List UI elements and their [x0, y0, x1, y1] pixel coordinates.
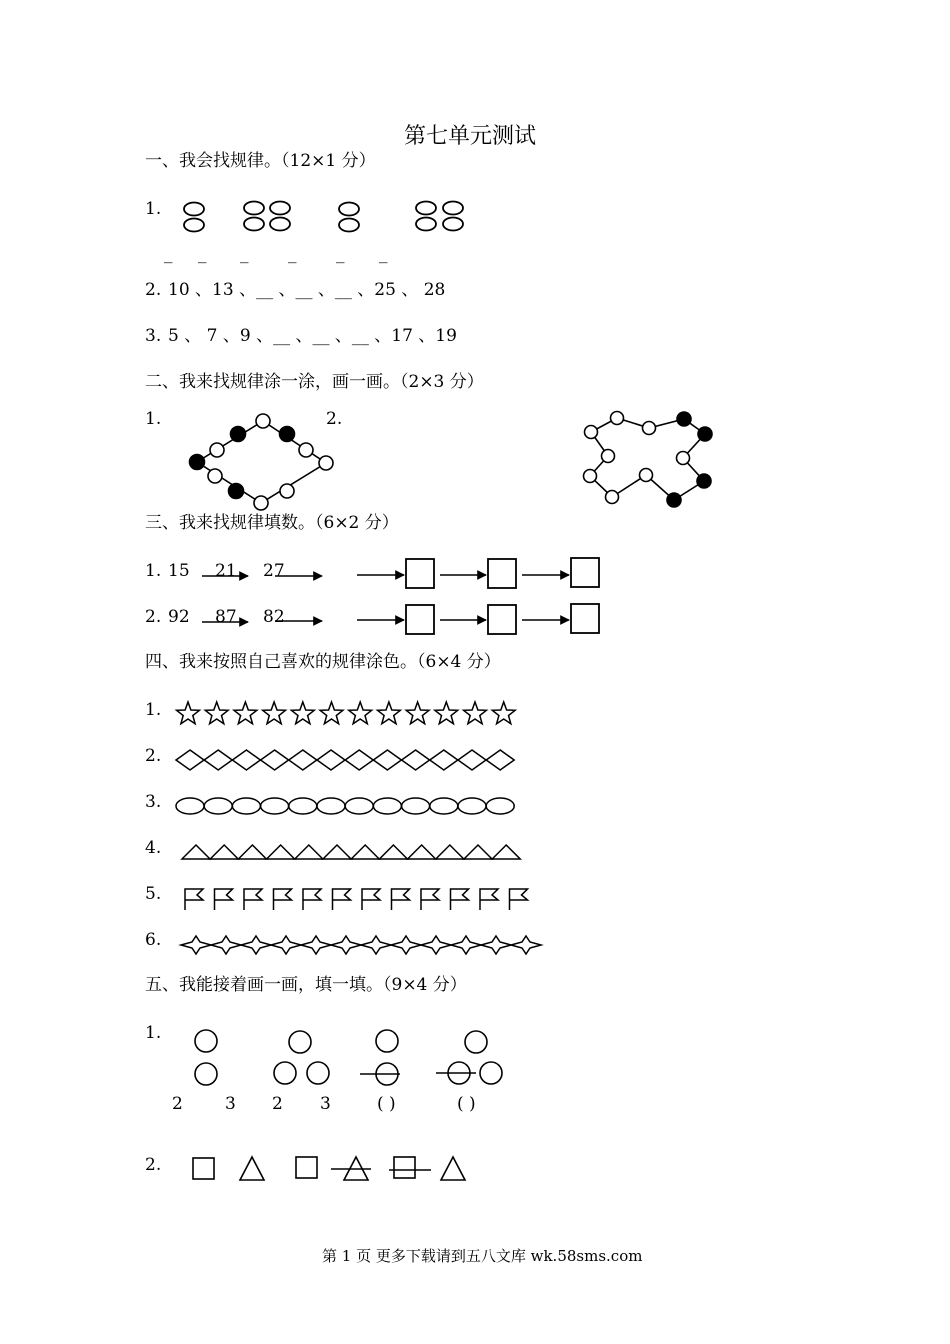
s3-q2-number: 2. [145, 607, 162, 627]
square-icon [193, 1158, 214, 1179]
triangle-icon[interactable] [379, 845, 407, 859]
star-icon[interactable] [205, 702, 228, 724]
black-bead [229, 484, 244, 499]
answer-box[interactable] [488, 605, 516, 634]
black-bead [254, 496, 268, 510]
s5-q1-label: 2 [172, 1094, 183, 1114]
oval-icon [244, 218, 264, 231]
s5-q1-answer-blank[interactable]: ( ) [457, 1094, 476, 1114]
star-icon[interactable] [263, 702, 286, 724]
ellipse-icon[interactable] [289, 798, 317, 814]
s3-q1-value: 27 [263, 561, 285, 581]
ellipse-icon[interactable] [232, 798, 260, 814]
s1-q2-sequence[interactable]: 10 、13 、__ 、__ 、__ 、25 、 28 [168, 280, 446, 300]
answer-box[interactable] [571, 558, 599, 587]
s5-q1-number: 1. [145, 1023, 162, 1043]
s2-q2-number: 2. [326, 409, 343, 429]
oval-icon [443, 202, 463, 215]
four-point-star-icon[interactable] [181, 936, 211, 954]
triangle-icon[interactable] [408, 845, 436, 859]
four-point-star-icon[interactable] [331, 936, 361, 954]
diamond-icon[interactable] [289, 750, 317, 770]
oval-icon [416, 202, 436, 215]
triangle-icon[interactable] [351, 845, 379, 859]
star-icon[interactable] [464, 702, 487, 724]
ellipse-icon[interactable] [373, 798, 401, 814]
triangle-icon[interactable] [267, 845, 295, 859]
ellipse-icon[interactable] [317, 798, 345, 814]
ellipse-icon[interactable] [261, 798, 289, 814]
black-bead [280, 484, 294, 498]
s3-q1-chain [202, 558, 599, 588]
ellipse-icon[interactable] [345, 798, 373, 814]
bead [667, 493, 681, 507]
s4-row-number: 3. [145, 792, 162, 812]
black-bead [280, 427, 295, 442]
four-point-star-icon[interactable] [211, 936, 241, 954]
s3-q2-value: 82 [263, 607, 285, 627]
ellipse-icon[interactable] [430, 798, 458, 814]
answer-box[interactable] [406, 605, 434, 634]
black-bead [210, 443, 224, 457]
s1-q1-number: 1. [145, 199, 162, 219]
diamond-icon[interactable] [373, 750, 401, 770]
diamond-icon[interactable] [176, 750, 204, 770]
triangle-icon[interactable] [492, 845, 520, 859]
flag-icon[interactable] [392, 889, 410, 910]
triangle-icon[interactable] [238, 845, 266, 859]
star-icon[interactable] [177, 702, 200, 724]
diamond-icon[interactable] [232, 750, 260, 770]
four-point-star-icon[interactable] [241, 936, 271, 954]
star-icon[interactable] [406, 702, 429, 724]
diamond-icon[interactable] [458, 750, 486, 770]
s5-q1-answer-blank[interactable]: ( ) [377, 1094, 396, 1114]
bead [640, 469, 653, 482]
black-bead [208, 469, 222, 483]
triangle-icon[interactable] [295, 845, 323, 859]
s3-q1-value: 21 [215, 561, 237, 581]
bead [643, 422, 656, 435]
triangle-icon[interactable] [436, 845, 464, 859]
triangle-icon[interactable] [323, 845, 351, 859]
star-icon[interactable] [349, 702, 372, 724]
section1-heading: 一、我会找规律。（12×1 分） [145, 151, 376, 171]
bead [602, 450, 615, 463]
section4-heading: 四、我来按照自己喜欢的规律涂色。（6×4 分） [145, 652, 501, 672]
star-icon[interactable] [435, 702, 458, 724]
s4-shape-rows [176, 702, 541, 954]
s4-row-number: 2. [145, 746, 162, 766]
black-bead [190, 455, 205, 470]
s2-q1-number: 1. [145, 409, 162, 429]
s5-q2-number: 2. [145, 1155, 162, 1175]
bead [585, 426, 598, 439]
flag-icon[interactable] [362, 889, 380, 910]
s1-q3-sequence[interactable]: 5 、 7 、9 、__ 、__ 、__ 、17 、19 [168, 326, 457, 346]
diamond-icon[interactable] [486, 750, 514, 770]
ellipse-icon[interactable] [402, 798, 430, 814]
diamond-icon[interactable] [317, 750, 345, 770]
flag-icon[interactable] [185, 889, 203, 910]
bead [584, 470, 597, 483]
answer-box[interactable] [488, 559, 516, 588]
s1-q2-number: 2. [145, 280, 162, 300]
s1-q1-blank[interactable]: _ [336, 244, 345, 264]
flag-icon[interactable] [421, 889, 439, 910]
four-point-star-icon[interactable] [481, 936, 511, 954]
flag-icon[interactable] [215, 889, 233, 910]
s4-row-number: 1. [145, 700, 162, 720]
s1-q3-number: 3. [145, 326, 162, 346]
s1-oval-group-2 [244, 202, 290, 231]
triangle-icon [240, 1157, 264, 1180]
s3-q2-value: 87 [215, 607, 237, 627]
bead [677, 452, 690, 465]
flag-icon[interactable] [480, 889, 498, 910]
s1-q1-blank[interactable]: _ [379, 244, 388, 264]
oval-icon [270, 202, 290, 215]
triangle-icon[interactable] [464, 845, 492, 859]
oval-icon [244, 202, 264, 215]
circle-icon [195, 1063, 217, 1085]
s4-row-number: 6. [145, 930, 162, 950]
s3-q2-value: 92 [168, 607, 190, 627]
oval-icon [416, 218, 436, 231]
s1-q1-blank[interactable]: _ [288, 244, 297, 264]
flag-icon[interactable] [510, 889, 528, 910]
flag-icon[interactable] [333, 889, 351, 910]
section3-heading: 三、我来找规律填数。（6×2 分） [145, 513, 399, 533]
four-point-star-icon[interactable] [451, 936, 481, 954]
s4-row-number: 4. [145, 838, 162, 858]
star-icon[interactable] [291, 702, 314, 724]
s2-bead-loop [584, 412, 713, 508]
circle-icon [274, 1062, 296, 1084]
answer-box[interactable] [571, 604, 599, 633]
oval-icon [184, 219, 204, 232]
s5-q1-label: 3 [320, 1094, 331, 1114]
s5-q1-circles [195, 1030, 502, 1085]
diamond-icon[interactable] [261, 750, 289, 770]
flag-icon[interactable] [244, 889, 262, 910]
black-bead [256, 414, 270, 428]
s2-bead-diamond [190, 414, 334, 510]
triangle-icon[interactable] [182, 845, 210, 859]
star-icon[interactable] [378, 702, 401, 724]
s1-q1-blank[interactable]: _ [198, 244, 207, 264]
s4-row-number: 5. [145, 884, 162, 904]
diamond-icon[interactable] [345, 750, 373, 770]
s1-oval-group-4 [416, 202, 463, 231]
oval-icon [339, 203, 359, 216]
diamond-icon[interactable] [430, 750, 458, 770]
page-footer: 第 1 页 更多下载请到五八文库 wk.58sms.com [322, 1247, 643, 1265]
bead [697, 474, 711, 488]
s5-q2-shapes [193, 1157, 465, 1180]
triangle-icon[interactable] [210, 845, 238, 859]
square-icon [394, 1157, 415, 1178]
s5-q1-label: 2 [272, 1094, 283, 1114]
circle-icon [289, 1031, 311, 1053]
s1-oval-group-1 [184, 203, 204, 232]
ellipse-icon[interactable] [486, 798, 514, 814]
oval-icon [270, 218, 290, 231]
triangle-icon [441, 1157, 465, 1180]
circle-icon [480, 1062, 502, 1084]
ellipse-icon[interactable] [176, 798, 204, 814]
flag-icon[interactable] [303, 889, 321, 910]
s1-q1-blank[interactable]: _ [164, 244, 173, 264]
section2-heading: 二、我来找规律涂一涂，画一画。（2×3 分） [145, 372, 484, 392]
star-icon[interactable] [492, 702, 515, 724]
circle-icon [307, 1062, 329, 1084]
black-bead [231, 427, 246, 442]
answer-box[interactable] [406, 559, 434, 588]
s1-q1-blank[interactable]: _ [240, 244, 249, 264]
black-bead [299, 443, 313, 457]
four-point-star-icon[interactable] [361, 936, 391, 954]
s3-q1-value: 15 [168, 561, 190, 581]
circle-icon [195, 1030, 217, 1052]
black-bead [319, 456, 333, 470]
bead [606, 491, 619, 504]
s5-q1-label: 3 [225, 1094, 236, 1114]
circle-icon [465, 1031, 487, 1053]
four-point-star-icon[interactable] [421, 936, 451, 954]
four-point-star-icon[interactable] [511, 936, 541, 954]
flag-icon[interactable] [451, 889, 469, 910]
oval-icon [339, 219, 359, 232]
oval-icon [443, 218, 463, 231]
page-title: 第七单元测试 [404, 124, 537, 149]
square-icon [296, 1157, 317, 1178]
four-point-star-icon[interactable] [271, 936, 301, 954]
four-point-star-icon[interactable] [391, 936, 421, 954]
circle-icon [376, 1030, 398, 1052]
four-point-star-icon[interactable] [301, 936, 331, 954]
diamond-icon[interactable] [402, 750, 430, 770]
bead [611, 412, 624, 425]
ellipse-icon[interactable] [458, 798, 486, 814]
bead [677, 412, 691, 426]
section5-heading: 五、我能接着画一画，填一填。（9×4 分） [145, 975, 467, 995]
s3-q2-chain [202, 604, 599, 634]
s1-oval-group-3 [339, 203, 359, 232]
ellipse-icon[interactable] [204, 798, 232, 814]
star-icon[interactable] [320, 702, 343, 724]
s3-q1-number: 1. [145, 561, 162, 581]
oval-icon [184, 203, 204, 216]
bead [698, 427, 712, 441]
star-icon[interactable] [234, 702, 257, 724]
diamond-icon[interactable] [204, 750, 232, 770]
flag-icon[interactable] [274, 889, 292, 910]
